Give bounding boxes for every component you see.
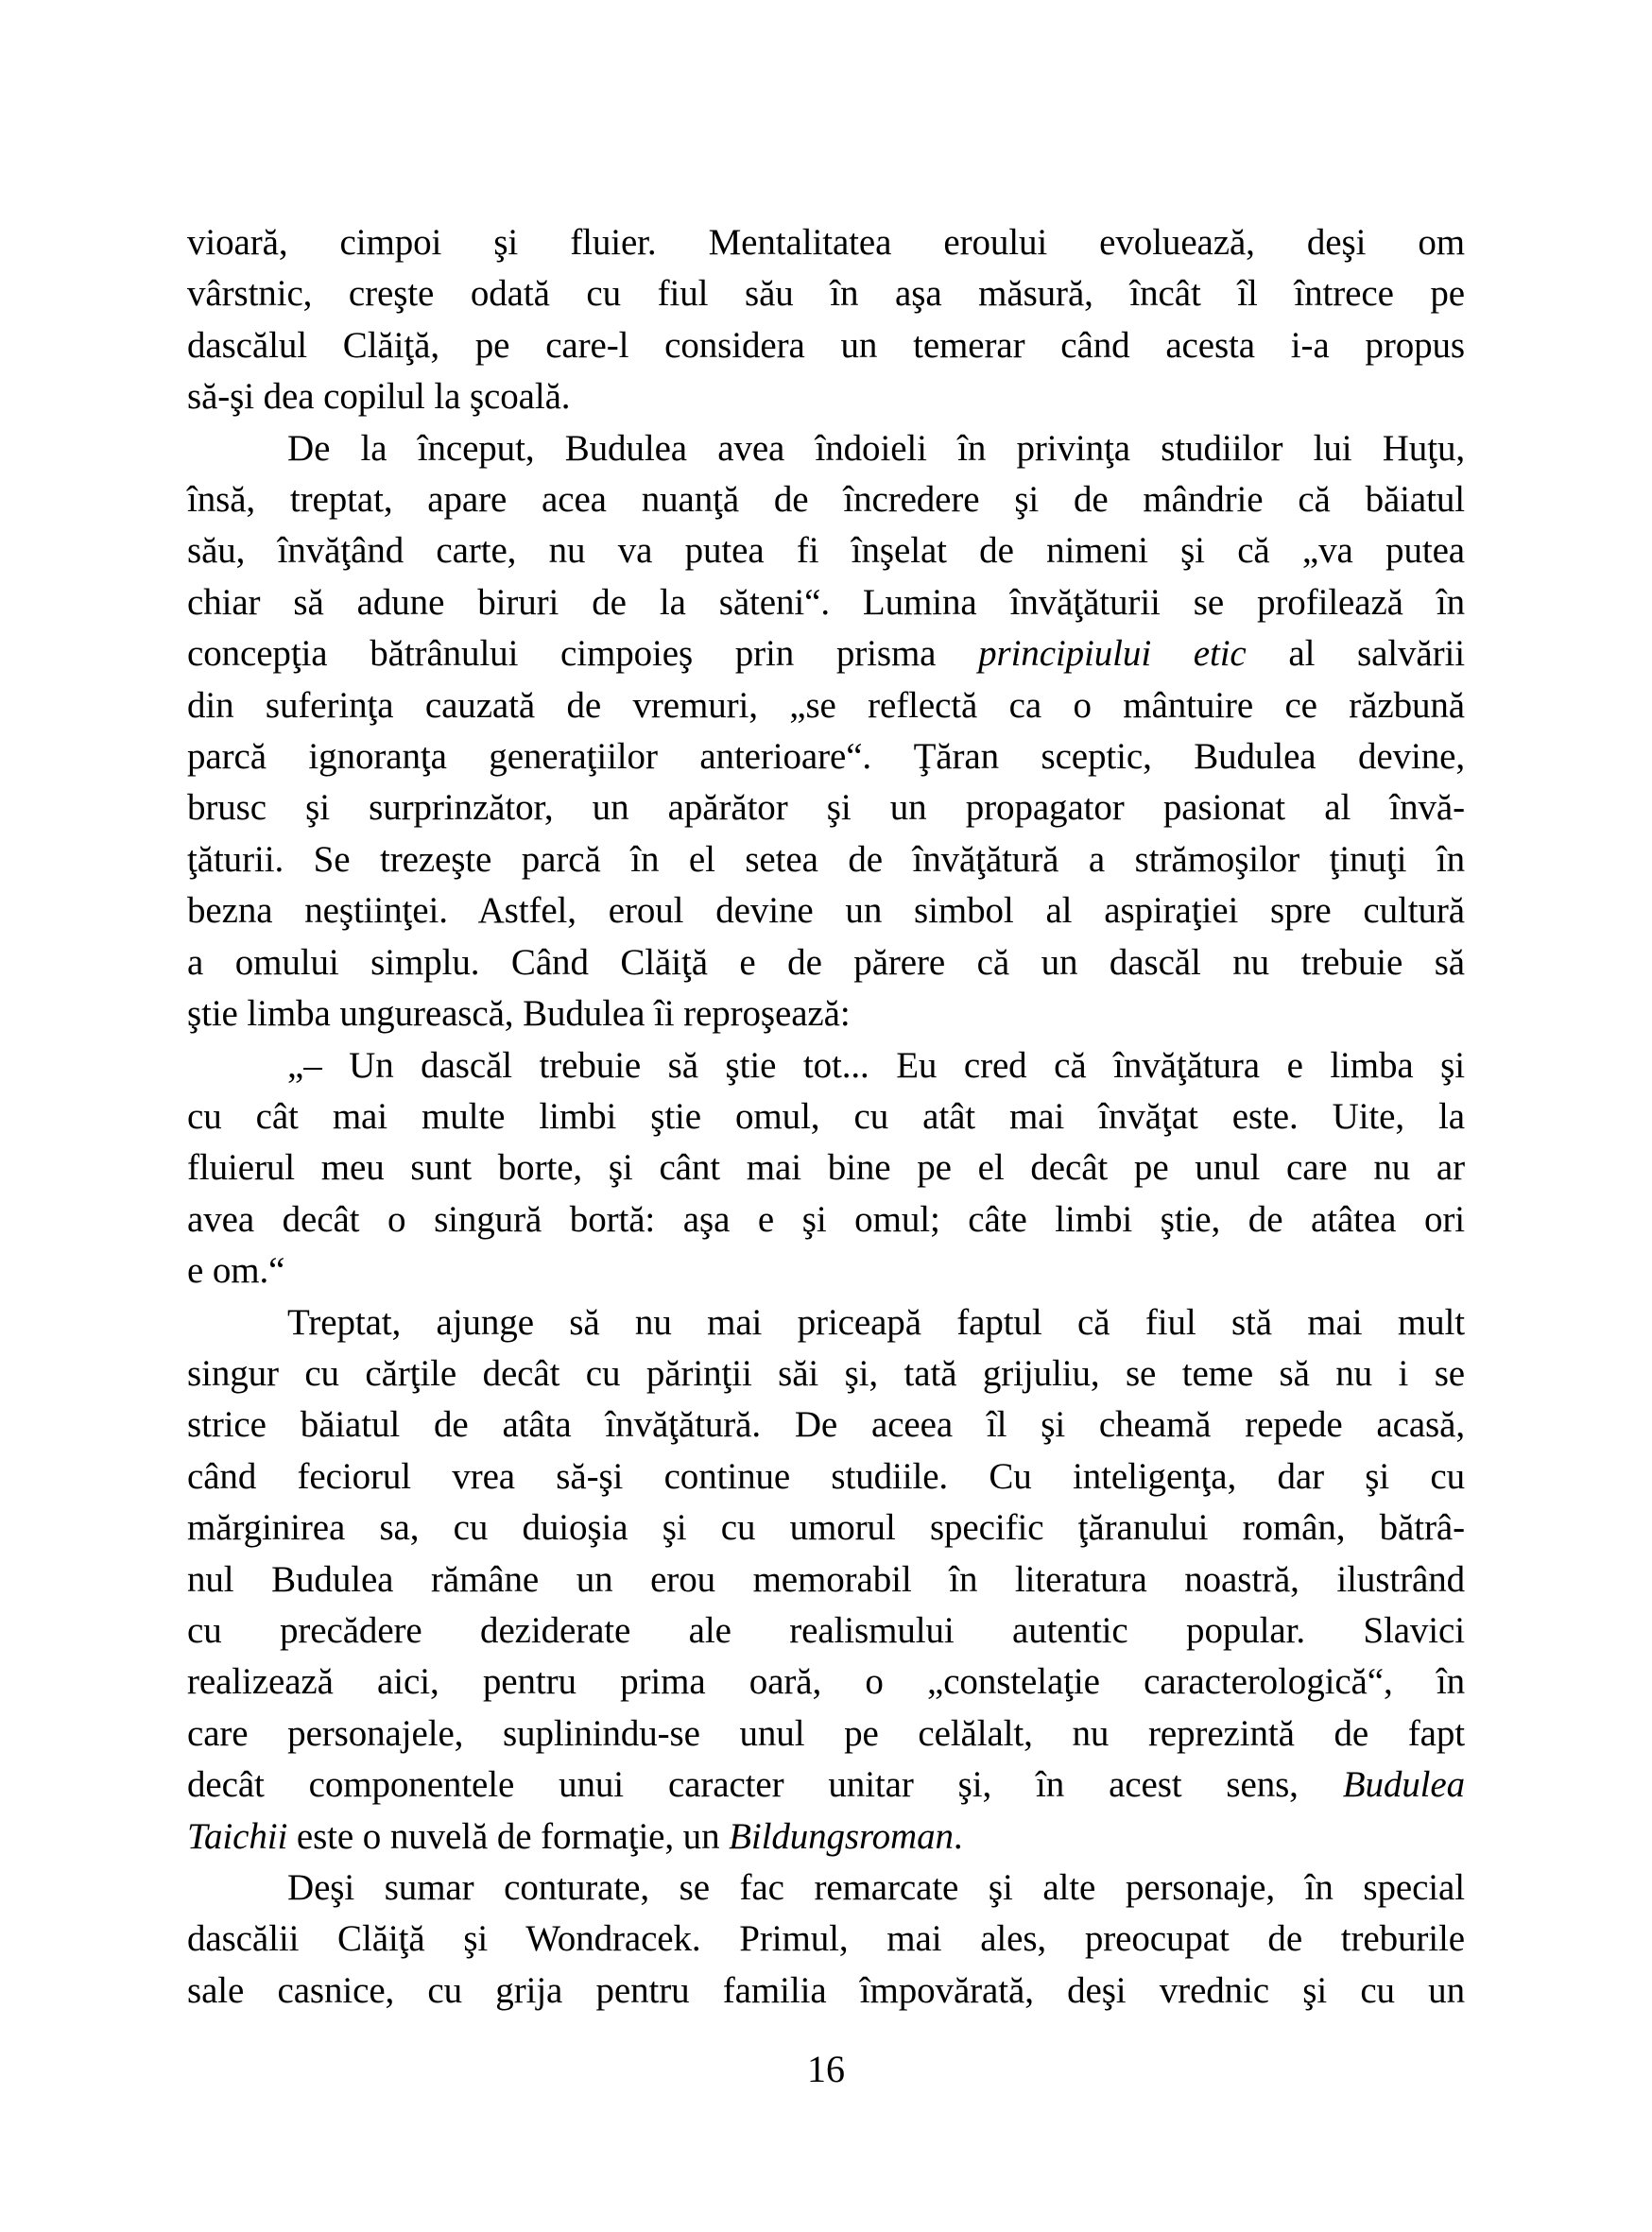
text-line: din suferinţa cauzată de vremuri, „se reflectă ca o mântuire ce răzbună	[187, 684, 1465, 726]
text-line: ştie limba ungurească, Budulea îi reproşează:	[187, 993, 851, 1035]
text-line: să-şi dea copilul la şcoală.	[187, 376, 571, 418]
text-line: nul Budulea rămâne un erou memorabil în literatura noastră, ilustrând	[187, 1558, 1465, 1600]
text-line: mărginirea sa, cu duioşia şi cu umorul specific ţăranului român, bătrâ-	[187, 1507, 1465, 1549]
text-line: său, învăţând carte, nu va putea fi înşelat de nimeni şi că „va putea	[187, 530, 1465, 572]
text-line: a omului simplu. Când Clăiţă e de părere că un dascăl nu trebuie să	[187, 941, 1465, 983]
text-line: realizează aici, pentru prima oară, o „constelaţie caracterologică“, în	[187, 1661, 1465, 1703]
text-line: strice băiatul de atâta învăţătură. De aceea îl şi cheamă repede acasă,	[187, 1404, 1465, 1446]
paragraph	[187, 423, 1465, 1040]
text-block	[187, 217, 1465, 2017]
text-line: fluierul meu sunt borte, şi cânt mai bine pe el decât pe unul care nu ar	[187, 1147, 1465, 1189]
paragraph	[187, 217, 1465, 423]
text-line: cu precădere deziderate ale realismului autentic popular. Slavici	[187, 1609, 1465, 1651]
text-line: cu cât mai multe limbi ştie omul, cu atât mai învăţat este. Uite, la	[187, 1095, 1465, 1137]
paragraph	[187, 1297, 1465, 1863]
text-line: avea decât o singură bortă: aşa e şi omul; câte limbi ştie, de atâtea ori	[187, 1198, 1465, 1240]
text-line: chiar să adune biruri de la săteni“. Lumina învăţăturii se profilează în	[187, 581, 1465, 623]
text-line: e om.“	[187, 1250, 285, 1292]
text-line: „– Un dascăl trebuie să ştie tot... Eu cred că învăţătura e limba şi	[287, 1044, 1465, 1086]
text-line: dascălul Clăiţă, pe care-l considera un temerar când acesta i-a propus	[187, 324, 1465, 366]
text-line: vârstnic, creşte odată cu fiul său în aşa măsură, încât îl întrece pe	[187, 273, 1465, 315]
text-line: Treptat, ajunge să nu mai priceapă faptul că fiul stă mai mult	[287, 1301, 1465, 1343]
text-line: ţăturii. Se trezeşte parcă în el setea de învăţătură a strămoşilor ţinuţi în	[187, 838, 1465, 880]
text-line: De la început, Budulea avea îndoieli în privinţa studiilor lui Huţu,	[287, 427, 1465, 469]
text-line: bezna neştiinţei. Astfel, eroul devine un simbol al aspiraţiei spre cultură	[187, 890, 1465, 932]
text-line: sale casnice, cu grija pentru familia împovărată, deşi vrednic şi cu un	[187, 1969, 1465, 2011]
text-line: Taichii este o nuvelă de formaţie, un Bildungsroman.	[187, 1815, 963, 1857]
text-line: dascălii Clăiţă şi Wondracek. Primul, mai ales, preocupat de treburile	[187, 1918, 1465, 1960]
text-line: Deşi sumar conturate, se fac remarcate şi alte personaje, în special	[287, 1867, 1465, 1908]
text-line: decât componentele unui caracter unitar şi, în acest sens, Budulea	[187, 1764, 1465, 1806]
text-line: brusc şi surprinzător, un apărător şi un propagator pasionat al învă-	[187, 787, 1465, 829]
text-line: care personajele, suplinindu-se unul pe celălalt, nu reprezintă de fapt	[187, 1712, 1465, 1754]
text-line: parcă ignoranţa generaţiilor anterioare“. Ţăran sceptic, Budulea devine,	[187, 736, 1465, 778]
text-line: singur cu cărţile decât cu părinţii săi şi, tată grijuliu, se teme să nu i se	[187, 1352, 1465, 1394]
page-number: 16	[807, 2048, 845, 2090]
paragraph	[187, 1863, 1465, 2017]
text-line: când feciorul vrea să-şi continue studiile. Cu inteligenţa, dar şi cu	[187, 1455, 1465, 1497]
text-line: însă, treptat, apare acea nuanţă de încredere şi de mândrie că băiatul	[187, 479, 1465, 521]
paragraph	[187, 1040, 1465, 1297]
text-line: concepţia bătrânului cimpoieş prin prisma principiului etic al salvării	[187, 633, 1465, 675]
text-line: vioară, cimpoi şi fluier. Mentalitatea eroului evoluează, deşi om	[187, 222, 1465, 263]
